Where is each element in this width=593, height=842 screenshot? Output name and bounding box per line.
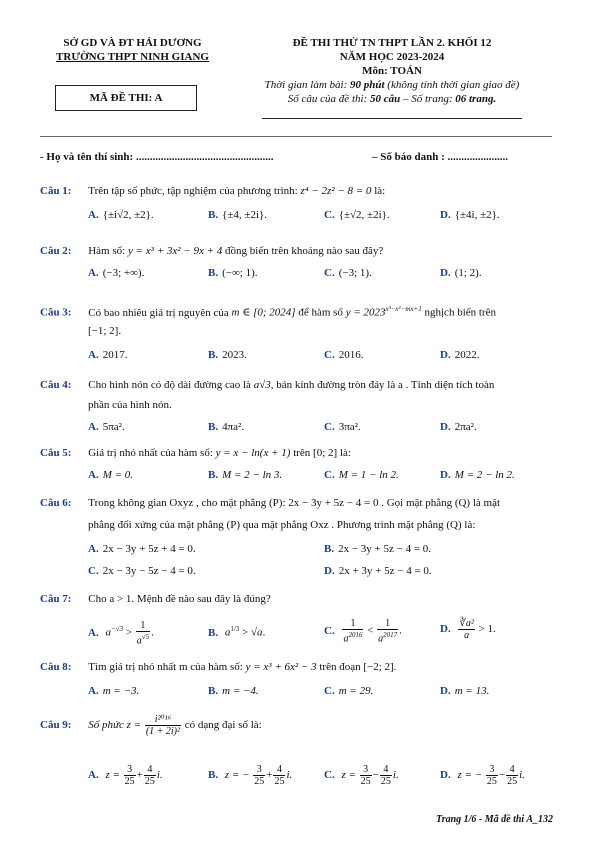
numerator: 4 (380, 764, 392, 776)
question-6-line-2: phẳng đối xứng của mặt phẳng (P) qua mặt phẳng Oxz . Phương trình mặt phẳng (Q) là: (88, 519, 476, 531)
option-d[interactable] (440, 684, 489, 698)
imag-unit: i. (519, 769, 525, 782)
option-prefix: z = (341, 769, 356, 782)
question-4-line-2: phần của hình nón. (88, 399, 172, 411)
imag-unit: i. (156, 769, 163, 782)
option-key: D. (440, 685, 451, 697)
fraction-1 (253, 764, 265, 787)
option-text: 5πa². (102, 421, 125, 433)
option-key: C. (88, 565, 99, 577)
option-text: 2023. (222, 349, 247, 361)
denominator: 25 (144, 776, 155, 787)
option-d[interactable] (440, 208, 500, 222)
option-text: m = −3. (102, 685, 140, 697)
question-label: Câu 6: (40, 497, 72, 509)
option-c[interactable] (324, 420, 361, 434)
numerator: 3 (253, 764, 265, 776)
option-key: A. (88, 685, 99, 697)
option-text: 4πa². (222, 421, 245, 433)
option-c[interactable] (324, 208, 390, 222)
question-6 (40, 496, 500, 510)
student-id-field[interactable]: – Số báo danh : ...................... (372, 151, 509, 163)
option-d[interactable] (440, 420, 477, 434)
option-a[interactable] (88, 348, 127, 362)
numerator: 3 (486, 764, 498, 776)
question-text: Giá trị nhỏ nhất của hàm số: (88, 447, 213, 459)
option-key: A. (88, 626, 99, 639)
question-text: Hàm số: (88, 245, 126, 257)
pages-value: 06 trang. (455, 93, 497, 105)
den-base: a (378, 633, 384, 645)
exponent: 1/3 (230, 625, 240, 633)
question-math: y = x³ + 6x² − 3 (245, 661, 317, 673)
option-text: M = 0. (102, 469, 134, 481)
question-label: Câu 9: (40, 719, 72, 732)
exponent: −√3 (110, 625, 124, 634)
question-7 (40, 592, 271, 606)
numerator: 4 (273, 764, 285, 776)
den-base: a (343, 633, 349, 645)
question-tail: là: (339, 447, 351, 459)
option-key: A. (88, 267, 99, 279)
school-year: NĂM HỌC 2023-2024 (339, 51, 445, 63)
question-math: a√3 (253, 379, 271, 391)
option-text: 2x − 3y − 5z − 4 = 0. (102, 565, 196, 577)
option-a[interactable] (88, 266, 144, 280)
exam-code-box: MÃ ĐỀ THI: A (55, 85, 197, 111)
option-text: 3πa². (338, 421, 361, 433)
option-key: B. (208, 769, 219, 782)
question-3-line-2: [−1; 2]. (88, 325, 122, 337)
question-tail: có dạng đại số là: (184, 719, 262, 732)
option-key: C. (324, 685, 335, 697)
question-math-2: [0; 2] (313, 447, 338, 459)
option-text: m = 13. (454, 685, 490, 697)
denominator: 25 (124, 776, 135, 787)
denominator (377, 630, 398, 644)
option-key: B. (208, 421, 219, 433)
option-text: M = 1 − ln 2. (338, 469, 399, 481)
exam-title: ĐỀ THI THỬ TN THPT LẦN 2. KHỐI 12 (292, 37, 492, 49)
count-prefix: Số câu của đề thi: (287, 93, 368, 105)
question-9 (40, 714, 262, 737)
option-b[interactable] (324, 542, 431, 556)
school-name: TRƯỜNG THPT NINH GIANG (56, 51, 209, 63)
question-math-2: [−2; 2]. (363, 661, 397, 673)
option-b[interactable] (208, 468, 282, 482)
department-name: SỞ GD VÀ ĐT HẢI DƯƠNG (63, 37, 202, 49)
fraction-2 (380, 764, 392, 787)
fraction (458, 618, 474, 641)
den-base: a (136, 635, 142, 647)
question-4 (40, 378, 494, 392)
option-text: m = −4. (222, 685, 259, 697)
option-c[interactable] (88, 564, 196, 578)
question-label: Câu 8: (40, 661, 72, 673)
option-key: C. (324, 469, 335, 481)
option-a[interactable] (88, 420, 125, 434)
den-exponent: 2017 (383, 631, 398, 639)
option-key: A. (88, 349, 99, 361)
option-d[interactable] (440, 618, 496, 641)
fraction-1 (486, 764, 498, 787)
fraction-2 (273, 764, 285, 787)
question-text: Trên tập số phức, tập nghiệm của phương trình: (88, 185, 298, 197)
option-a[interactable] (88, 684, 139, 698)
option-key: D. (440, 349, 451, 361)
fraction (136, 620, 150, 646)
denominator: 25 (274, 776, 285, 787)
option-c[interactable] (324, 684, 373, 698)
numerator: 1 (136, 620, 150, 632)
fraction-2 (506, 764, 518, 787)
fraction-1 (360, 764, 372, 787)
numerator: 4 (144, 764, 156, 776)
numerator: ∛a² (459, 618, 474, 629)
option-c[interactable] (324, 468, 399, 482)
header-left (40, 36, 225, 64)
option-text: 2x + 3y + 5z − 4 = 0. (338, 565, 432, 577)
time-note: (không tính thời gian giao đề) (387, 79, 520, 91)
option-key: C. (324, 209, 335, 221)
subject: Môn: TOÁN (362, 65, 422, 77)
option-c[interactable] (324, 266, 372, 280)
question-mid: trên (293, 447, 311, 459)
question-label: Câu 5: (40, 447, 72, 459)
option-key: A. (88, 209, 99, 221)
option-d[interactable] (324, 564, 432, 578)
question-mid: trên đoạn (319, 661, 361, 673)
relation: > (125, 626, 132, 639)
base: a (224, 626, 231, 639)
question-text: Có bao nhiêu giá trị nguyên của (88, 306, 229, 319)
numerator: 3 (360, 764, 372, 776)
option-text: m = 29. (338, 685, 374, 697)
question-math: m ∈ [0; 2024] (231, 306, 296, 319)
option-a[interactable]: A. $a^{-√3}$ > $\frac{1}{a^{√5}}$ . (88, 620, 154, 647)
time-line (232, 78, 552, 92)
time-value: 90 phút (349, 79, 385, 91)
option-b[interactable] (208, 420, 244, 434)
option-a[interactable] (88, 208, 154, 222)
question-tail: là: (374, 185, 386, 197)
page-footer: Trang 1/6 - Mã đề thi A_132 (435, 814, 553, 825)
imag-unit: i. (392, 769, 399, 782)
option-prefix: z = (105, 769, 120, 782)
question-tail: , bán kính đường tròn đáy là a . Tính diện tích toàn (270, 379, 495, 391)
option-text: 2x − 3y + 5z − 4 = 0. (338, 543, 432, 555)
question-label: Câu 4: (40, 379, 72, 391)
option-a[interactable] (88, 542, 196, 556)
option-b[interactable] (208, 764, 292, 787)
numerator: 4 (506, 764, 518, 776)
option-text: 2022. (454, 349, 480, 361)
numerator: i²⁰¹⁶ (145, 714, 181, 726)
option-text: M = 2 − ln 2. (454, 469, 515, 481)
operator: − (372, 769, 379, 782)
option-text: M = 2 − ln 3. (222, 469, 283, 481)
question-math: y = x³ + 3x² − 9x + 4 (127, 245, 223, 257)
option-key: C. (324, 349, 335, 361)
denominator (136, 632, 150, 646)
option-key: A. (88, 469, 99, 481)
denominator: 25 (507, 776, 518, 787)
option-key: B. (324, 543, 335, 555)
denominator: 25 (380, 776, 391, 787)
question-5 (40, 446, 351, 460)
option-key: C. (324, 421, 335, 433)
option-key: D. (440, 421, 451, 433)
numerator: 3 (124, 764, 136, 776)
option-prefix: z = − (457, 769, 483, 782)
option-text: (1; 2). (454, 267, 482, 279)
option-text: {±4i, ±2}. (454, 209, 500, 221)
option-key: D. (440, 769, 451, 782)
denominator: 25 (360, 776, 371, 787)
option-key: B. (208, 349, 219, 361)
option-a[interactable] (88, 468, 133, 482)
option-text: {±i√2, ±2}. (102, 209, 154, 221)
fraction (145, 714, 181, 737)
option-text: 2016. (338, 349, 364, 361)
relation: < (367, 624, 374, 637)
base: a (105, 626, 111, 639)
question-tail: nghịch biến trên (424, 306, 496, 319)
option-key: B. (208, 469, 219, 481)
student-name-field[interactable]: - Họ và tên thí sinh: .................................................. (40, 151, 274, 163)
option-text: (−3; 1). (338, 267, 372, 279)
operator: + (266, 769, 273, 782)
fraction-2 (377, 618, 398, 644)
question-label: Câu 3: (40, 306, 72, 319)
question-math: y = x − ln(x + 1) (215, 447, 291, 459)
operator: + (136, 769, 143, 782)
denominator: (1 + 2i)² (145, 726, 181, 737)
imag-unit: i. (286, 769, 293, 782)
option-d[interactable] (440, 764, 525, 787)
option-a[interactable] (88, 764, 163, 787)
question-3 (40, 302, 496, 320)
option-key: C. (324, 267, 335, 279)
pages-prefix: – Số trang: (402, 93, 453, 105)
option-c[interactable]: C. $\frac{1}{a^{2016}}$ < $\frac{1}{a^{2017}}$ . (324, 618, 402, 645)
numerator: 1 (377, 618, 398, 630)
question-mid: để hàm số (298, 306, 343, 319)
option-key: C. (324, 624, 335, 637)
option-key: B. (208, 267, 219, 279)
option-key: D. (440, 267, 451, 279)
option-d[interactable] (440, 468, 515, 482)
denominator: a (464, 630, 470, 641)
question-tail: đồng biến trên khoảng nào sau đây? (225, 245, 384, 257)
question-label: Câu 1: (40, 185, 72, 197)
option-b[interactable] (208, 348, 247, 362)
question-text: Cho a > 1. Mệnh đề nào sau đây là đúng? (88, 593, 271, 605)
count-line (232, 92, 552, 106)
count-value: 50 câu (369, 93, 401, 105)
question-exponent: x³−x²−mx+1 (385, 305, 422, 313)
divider (40, 136, 552, 137)
relation: > 1. (478, 623, 496, 636)
option-c[interactable] (324, 764, 399, 787)
option-c[interactable] (324, 348, 363, 362)
header-right (232, 36, 552, 106)
option-key: A. (88, 543, 99, 555)
option-prefix: z = − (224, 769, 250, 782)
option-d[interactable] (440, 348, 479, 362)
question-text: Cho hình nón có độ dài đường cao là (88, 379, 251, 391)
question-text: Số phức z = (88, 719, 142, 732)
option-key: B. (208, 685, 219, 697)
question-math-2: y = 2023 (345, 306, 386, 319)
option-text: {±4, ±2i}. (222, 209, 268, 221)
option-text: 2πa². (454, 421, 477, 433)
question-text: Tìm giá trị nhỏ nhất m của hàm số: (88, 661, 243, 673)
option-key: C. (324, 769, 335, 782)
fraction-1 (124, 764, 136, 787)
question-text: Trong không gian Oxyz , cho mặt phẳng (P): 2x − 3y + 5z − 4 = 0 . Gọi mặt phẳng (Q) là mặt (88, 497, 501, 509)
fraction-2 (144, 764, 156, 787)
operator: − (498, 769, 506, 782)
denominator (342, 630, 363, 644)
question-label: Câu 2: (40, 245, 72, 257)
option-key: B. (208, 626, 219, 639)
option-key: D. (440, 469, 451, 481)
option-key: A. (88, 421, 99, 433)
option-text: 2x − 3y + 5z + 4 = 0. (102, 543, 196, 555)
question-1 (40, 184, 385, 198)
option-key: D. (440, 623, 451, 636)
question-8 (40, 660, 396, 674)
relation: > (242, 626, 249, 639)
question-2 (40, 244, 383, 258)
numerator: 1 (342, 618, 363, 630)
option-text: (−3; +∞). (102, 267, 145, 279)
option-b[interactable] (208, 208, 267, 222)
question-math: z⁴ − 2z² − 8 = 0 (300, 185, 372, 197)
header-rule (262, 118, 522, 119)
option-text: (−∞; 1). (222, 267, 258, 279)
den-exponent: √5 (141, 633, 150, 641)
fraction-1 (342, 618, 363, 644)
option-key: B. (208, 209, 219, 221)
den-exponent: 2016 (348, 631, 363, 639)
denominator: 25 (254, 776, 265, 787)
option-key: A. (88, 769, 99, 782)
option-d[interactable] (440, 266, 482, 280)
time-prefix: Thời gian làm bài: (264, 79, 348, 91)
option-key: D. (324, 565, 335, 577)
question-label: Câu 7: (40, 593, 72, 605)
denominator: 25 (486, 776, 497, 787)
right-side: √a (251, 626, 263, 639)
option-key: D. (440, 209, 451, 221)
option-text: {±√2, ±2i}. (338, 209, 390, 221)
option-b[interactable]: B. $a^{1/3} > √a$. (208, 625, 266, 639)
option-b[interactable] (208, 266, 258, 280)
option-text: 2017. (102, 349, 128, 361)
option-b[interactable] (208, 684, 259, 698)
